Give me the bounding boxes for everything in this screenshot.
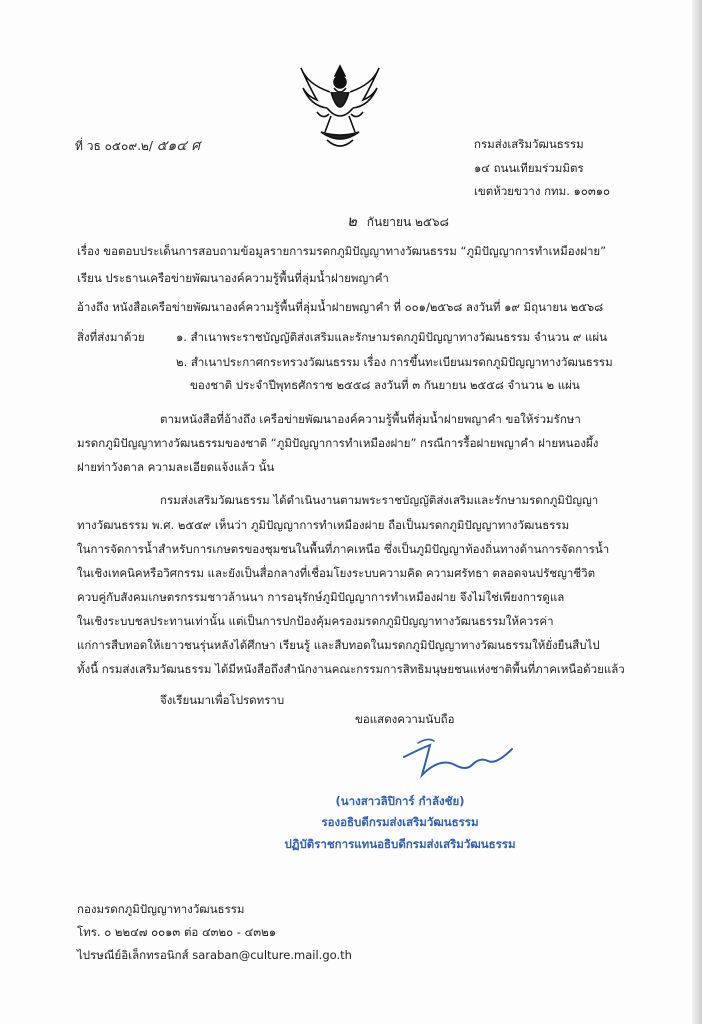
recipient-line: เรียน ประธานเครือข่ายพัฒนาองค์ความรู้พื้นที่ลุ่มน้ำฝายพญาคำ [77,271,389,285]
paragraph-2-line-2: ทางวัฒนธรรม พ.ศ. ๒๕๕๙ เห็นว่า ภูมิปัญญาการทำเหมืองฝาย ถือเป็นมรดกภูมิปัญญาทางวัฒนธรรม [77,518,570,532]
footer-phone: โทร. ๐ ๒๒๔๗ ๐๐๑๓ ต่อ ๔๓๒๐ - ๔๓๒๑ [77,925,277,939]
signer-name: (นางสาวลิปิการ์ กำลังชัย) [335,794,465,808]
handwritten-signature-icon [400,735,515,779]
sender-address-line2: เขตห้วยขวาง กทม. ๑๐๓๑๐ [474,184,611,198]
document-number [75,139,200,154]
sender-address-line1: ๑๔ ถนนเทียมร่วมมิตร [474,161,584,175]
subject-line: เรื่อง ขอตอบประเด็นการสอบถามข้อมูลรายการมรดกภูมิปัญญาทางวัฒนธรรม “ภูมิปัญญาการทำเหมืองฝาย” [77,244,607,258]
letter-date [347,214,449,230]
page-edge-shadow [692,0,702,1024]
footer-division: กองมรดกภูมิปัญญาทางวัฒนธรรม [77,902,245,916]
sender-name: กรมส่งเสริมวัฒนธรรม [474,137,584,151]
paragraph-1-line-1: ตามหนังสือที่อ้างถึง เครือข่ายพัฒนาองค์ความรู้พื้นที่ลุ่มน้ำฝายพญาคำ ขอให้ร่วมรักษา [160,412,581,426]
enclosure-item-2-cont: ของชาติ ประจำปีพุทธศักราช ๒๕๕๘ ลงวันที่ ๓ กันยายน ๒๕๕๘ จำนวน ๒ แผ่น [190,378,580,392]
paragraph-2-line-7: แก่การสืบทอดให้เยาวชนรุ่นหลังได้ศึกษา เรียนรู้ และสืบทอดในมรดกภูมิปัญญาทางวัฒนธรรมให้ยั่งยืนสืบไป [77,638,600,652]
signer-title-2: ปฏิบัติราชการแทนอธิบดีกรมส่งเสริมวัฒนธรรม [284,837,516,851]
paragraph-1-line-2: มรดกภูมิปัญญาทางวัฒนธรรมของชาติ “ภูมิปัญญาการทำเหมืองฝาย” กรณีการรื้อฝายพญาคำ ฝายหนองผึ้ง [77,436,599,450]
paragraph-2-line-1: กรมส่งเสริมวัฒนธรรม ได้ดำเนินงานตามพระราชบัญญัติส่งเสริมและรักษามรดกภูมิปัญญา [160,493,599,507]
reference-line: อ้างถึง หนังสือเครือข่ายพัฒนาองค์ความรู้พื้นที่ลุ่มน้ำฝายพญาคำ ที่ ๐๐๑/๒๕๖๘ ลงวันที่ ๑๙ มิถุนายน ๒๕๖๘ [77,300,604,314]
closing-line: จึงเรียนมาเพื่อโปรดทราบ [160,693,285,707]
document-number-handwritten: ๕๑๔ ศ [156,138,201,154]
document-number-prefix: ที่ วธ ๐๕๐๙.๒/ [75,139,153,153]
paragraph-2-line-5: ควบคู่กับสังคมเกษตรกรรมชาวล้านนา การอนุรักษ์ภูมิปัญญาการทำเหมืองฝาย จึงไม่ใช่เพียงการดูแล [77,590,565,604]
garuda-emblem-icon [297,62,383,152]
paragraph-2-line-8: ทั้งนี้ กรมส่งเสริมวัฒนธรรม ได้มีหนังสือถึงสำนักงานคณะกรรมการสิทธิมนุษยชนแห่งชาติพื้นที่ภาคเหนือด้วยแล้ว [77,662,625,676]
signer-title-1: รองอธิบดีกรมส่งเสริมวัฒนธรรม [321,815,479,829]
enclosure-item-2: ๒. สำเนาประกาศกระทรวงวัฒนธรรม เรื่อง การขึ้นทะเบียนมรดกภูมิปัญญาทางวัฒนธรรม [176,355,613,369]
paragraph-2-line-4: ในเชิงเทคนิคหรือวิศกรรม และยังเป็นสื่อกลางที่เชื่อมโยงระบบความคิด ความศรัทธา ตลอดจนปรัชญาชีวิต [77,566,596,580]
date-month-year: กันยายน ๒๕๖๘ [366,215,449,229]
paragraph-2-line-6: ในเชิงระบบชลประทานเท่านั้น แต่เป็นการปกป้องคุ้มครองมรดกภูมิปัญญาทางวัฒนธรรมให้ควรค่า [77,614,554,628]
regards-line: ขอแสดงความนับถือ [355,712,455,726]
footer-email: ไปรษณีย์อิเล็กทรอนิกส์ saraban@culture.mail.go.th [77,948,352,962]
enclosure-item-1: ๑. สำเนาพระราชบัญญัติส่งเสริมและรักษามรดกภูมิปัญญาทางวัฒนธรรม จำนวน ๙ แผ่น [176,330,608,344]
date-day-handwritten: ๒ [347,212,357,230]
enclosure-label: สิ่งที่ส่งมาด้วย [77,330,145,344]
paragraph-1-line-3: ฝายท่าวังตาล ความละเอียดแจ้งแล้ว นั้น [77,460,275,474]
paragraph-2-line-3: ในการจัดการน้ำสำหรับการเกษตรของชุมชนในพื้นที่ภาคเหนือ ซึ่งเป็นภูมิปัญญาท้องถิ่นทางด้านการจัดการน้ำ [77,542,610,556]
